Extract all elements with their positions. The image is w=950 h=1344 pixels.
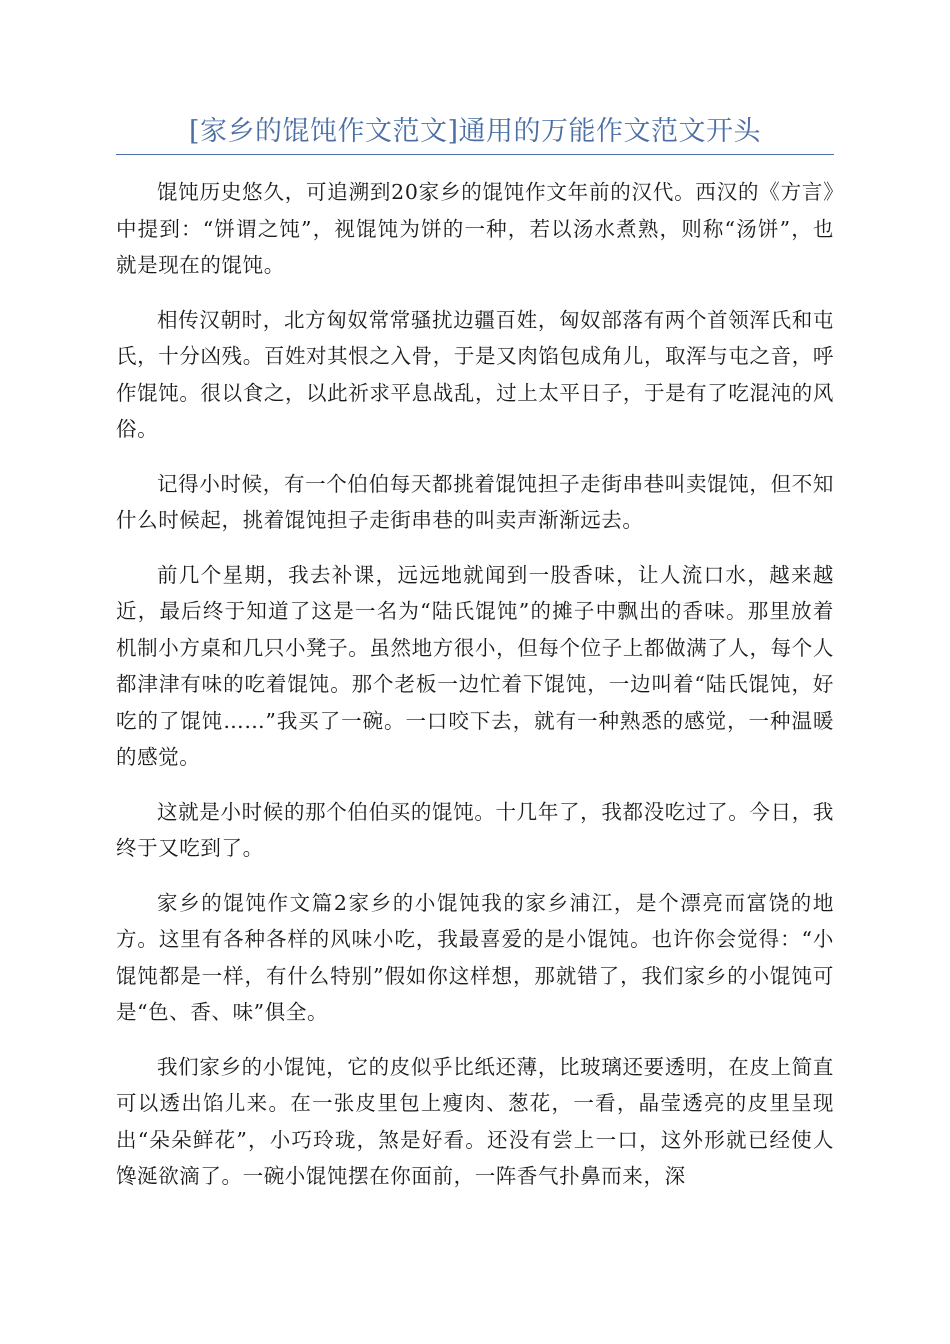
- paragraph: 我们家乡的小馄饨，它的皮似乎比纸还薄，比玻璃还要透明，在皮上简直可以透出馅儿来。在一张皮里包上瘦肉、葱花，一看，晶莹透亮的皮里呈现出“朵朵鲜花”，小巧玲珑，煞是好看。还没有尝上一口，这外形就已经使人馋涎欲滴了。一碗小馄饨摆在你面前，一阵香气扑鼻而来，深: [116, 1054, 834, 1188]
- document-body: [116, 174, 834, 1213]
- paragraph: 前几个星期，我去补课，远远地就闻到一股香味，让人流口水，越来越近，最后终于知道了这是一名为“陆氏馄饨”的摊子中飘出的香味。那里放着机制小方桌和几只小凳子。虽然地方很小，但每个位子上都做满了人，每个人都津津有味的吃着馄饨。那个老板一边忙着下馄饨，一边叫着“陆氏馄饨，好吃的了馄饨……”我买了一碗。一口咬下去，就有一种熟悉的感觉，一种温暖的感觉。: [116, 562, 834, 769]
- paragraph: 家乡的馄饨作文篇2家乡的小馄饨我的家乡浦江，是个漂亮而富饶的地方。这里有各种各样的风味小吃，我最喜爱的是小馄饨。也许你会觉得：“小馄饨都是一样，有什么特别”假如你这样想，那就错了，我们家乡的小馄饨可是“色、香、味”俱全。: [116, 890, 834, 1024]
- document-title: [家乡的馄饨作文范文]通用的万能作文范文开头: [188, 116, 762, 147]
- paragraph: 记得小时候，有一个伯伯每天都挑着馄饨担子走街串巷叫卖馄饨，但不知什么时候起，挑着馄饨担子走街串巷的叫卖声渐渐远去。: [116, 471, 834, 532]
- title-underline: [116, 154, 834, 155]
- paragraph: 馄饨历史悠久，可追溯到20家乡的馄饨作文年前的汉代。西汉的《方言》中提到：“饼谓之饨”，视馄饨为饼的一种，若以汤水煮熟，则称“汤饼”，也就是现在的馄饨。: [116, 180, 834, 277]
- paragraph: 这就是小时候的那个伯伯买的馄饨。十几年了，我都没吃过了。今日，我终于又吃到了。: [116, 799, 834, 860]
- paragraph: 相传汉朝时，北方匈奴常常骚扰边疆百姓，匈奴部落有两个首领浑氏和屯氏，十分凶残。百姓对其恨之入骨，于是又肉馅包成角儿，取浑与屯之音，呼作馄饨。很以食之，以此祈求平息战乱，过上太平日子，于是有了吃混沌的风俗。: [116, 307, 834, 441]
